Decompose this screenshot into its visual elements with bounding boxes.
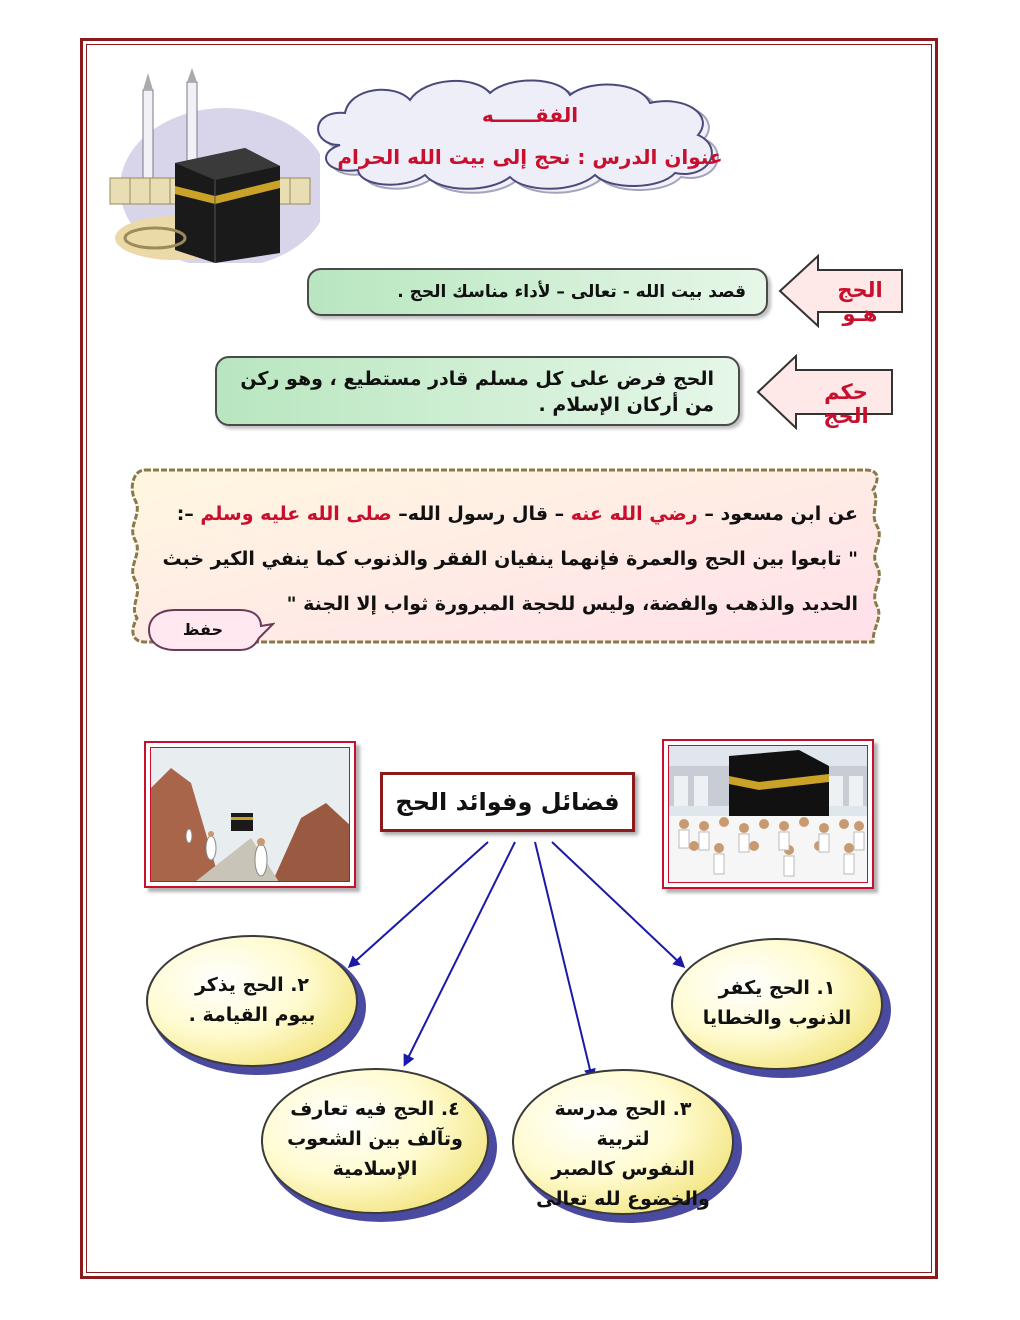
benefit-4-line-3: الإسلامية [332,1158,418,1180]
definition-tag: الحج هـو [837,278,883,326]
hadith-part-1: عن ابن مسعود – [697,503,858,525]
memorize-label: حفظ [182,620,224,639]
benefit-3-line-1: ٣. الحج مدرسة لتربية [554,1098,692,1150]
arrows [350,842,683,1078]
arrow-to-benefit-3 [535,842,592,1078]
ruling-line-2: من أركان الإسلام . [538,394,714,416]
benefit-3-line-2: النفوس كالصبر [551,1158,695,1180]
benefit-4-line-1: ٤. الحج فيه تعارف [290,1098,460,1120]
benefit-4-line-2: وتآلف بين الشعوب [287,1128,463,1150]
benefit-3-text [533,1094,713,1214]
ruling-tag: حكم الحج [823,380,869,428]
benefits-title: فضائل وفوائد الحج [395,788,620,816]
benefit-1-line-1: ١. الحج يكفر [718,977,836,999]
benefit-2-line-1: ٢. الحج يذكر [194,974,310,996]
hadith-line-2: " تابعوا بين الحج والعمرة فإنهما ينفيان الفقر والذنوب كما ينفي الكير خبث [162,548,858,570]
benefit-1-line-2: الذنوب والخطايا [702,1007,852,1029]
benefit-3-line-3: والخضوع لله تعالى [536,1188,710,1210]
lesson-title: عنوان الدرس : نحج إلى بيت الله الحرام [337,145,723,169]
hadith-salawat: صلى الله عليه وسلم [200,503,392,525]
benefit-2-text [172,970,332,1030]
hadith-line-3: الحديد والذهب والفضة، وليس للحجة المبرورة ثواب إلا الجنة " [286,593,858,615]
ruling-line-1: الحج فرض على كل مسلم قادر مستطيع ، وهو ركن [240,368,714,390]
benefit-4-text [285,1094,465,1184]
subject-title: الفقــــــه [481,103,579,127]
arrow-to-benefit-4 [405,842,515,1064]
hadith-part-2: – قال رسول الله– [391,503,571,525]
arrow-to-benefit-1 [552,842,683,966]
benefit-2-line-2: بيوم القيامة . [188,1004,316,1026]
benefit-1-text [697,973,857,1033]
hadith-narrator-dua: رضي الله عنه [570,503,698,525]
definition-text: قصد بيت الله - تعالى – لأداء مناسك الحج . [397,282,746,302]
arrow-to-benefit-2 [350,842,488,966]
hadith-part-3: –: [176,503,201,525]
